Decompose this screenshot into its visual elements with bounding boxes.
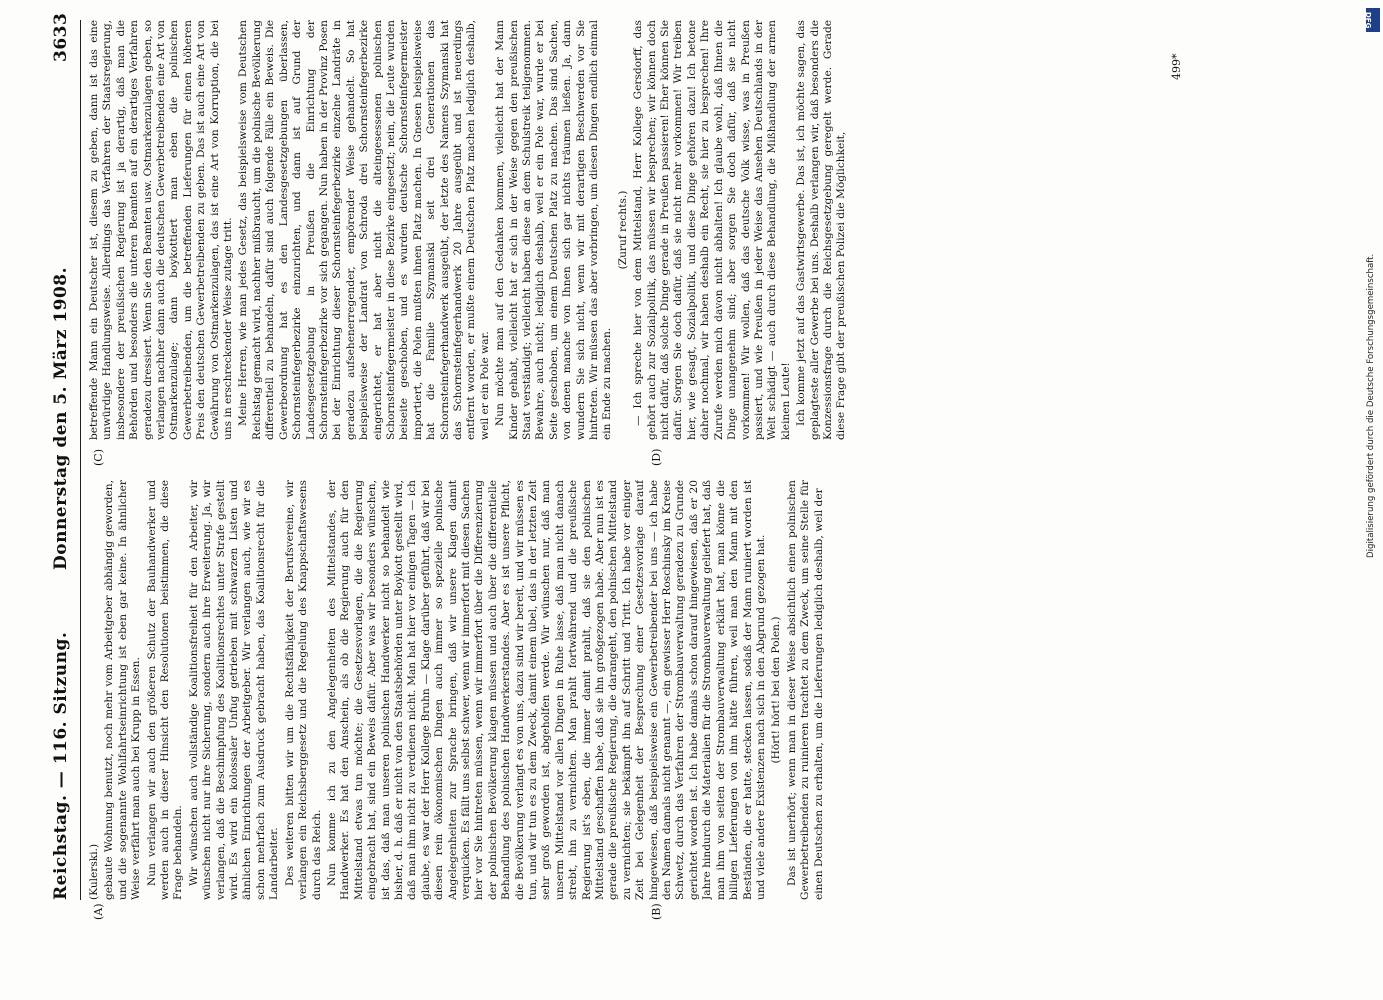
speaker-label: (Kulerski.) xyxy=(88,843,100,900)
margin-marker-a: (A) xyxy=(92,903,105,920)
signature-mark: 499* xyxy=(1170,53,1183,80)
funding-credit: Digitalisierung gefördert durch die Deutsche Forschungsgemeinschaft. xyxy=(1366,253,1376,558)
paragraph: Meine Herren, wie man jedes Gesetz, das beispielsweise vom Deutschen Reichstag gemacht wird, nachher mißbraucht, um die polnische Bevölkerung differentiell zu behandeln, dafür sind auch folgende Fälle ein Beweis. Die Gewerbeordnung hat es den Landesgesetzgebungen überlassen, Schornsteinfegerbezirke einzurichten, und dann ist auf Grund der Landesgesetzgebung in Preußen die Einrichtung der Schornsteinfegerbezirke vor sich gegangen. Nun haben in der Provinz Posen bei der Einrichtung dieser Schornsteinfegerbezirke einzelne Landräte in geradezu aufsehenerregender, empörender Weise gehandelt. So hat beispielsweise der Landrat von Schroda drei Schornsteinfegerbezirke eingerichtet, er hat aber nicht die alteingesessenen polnischen Schornsteinfegermeister in diese Bezirke eingesetzt; nein, die Leute wurden beiseite geschoben, und es wurden deutsche Schornsteinfegermeister importiert, die Polen mußten ihnen Platz machen. In Gnesen beispielsweise hat die Familie Szymanski seit drei Generationen das Schornsteinfegerhandwerk ausgeübt, der letzte des Namens Szymanski hat das Schornsteinfegerhandwerk 20 Jahre ausgeübt und ist neuerdings entfernt worden, er mußte einem Deutschen Platz machen lediglich deshalb, weil er ein Pole war. xyxy=(237,20,491,440)
paragraph: Nun verlangen wir auch den größeren Schutz der Bauhandwerker und werden auch in dieser Hinsicht den Resolutionen beistimmen, die diese Frage behandeln. xyxy=(145,480,185,900)
paragraph: Nun möchte man auf den Gedanken kommen, vielleicht hat der Mann Kinder gehabt, vielleicht hat er sich in der Weise gegen den preußischen Staat verständigt; vielleicht haben diese an dem Schulstreik teilgenommen. Bewahre, auch nicht; lediglich deshalb, weil er ein Pole war, wurde er bei Seite geschoben, um einem Deutschen Platz zu machen. Das sind Sachen, von denen manche von Ihnen sich gar nichts träumen ließen. Ja, dann wundern Sie sich nicht, wenn wir mit derartigen Beschwerden vor Sie hintreten. Wir müssen das aber vorbringen, um diesen Dingen endlich einmal ein Ende zu machen. xyxy=(494,20,614,440)
margin-marker-d: (D) xyxy=(650,448,663,466)
page-header xyxy=(45,0,79,930)
text-column-left xyxy=(88,480,1288,900)
paragraph: Des weiteren bitten wir um die Rechtsfähigkeit der Berufsvereine, wir verlangen ein Reichsberggesetz und die Regelung des Knappschaftswesens durch das Reich. xyxy=(283,480,323,900)
text-column-right xyxy=(88,20,1288,440)
paragraph: Das ist unerhört; wenn man in dieser Weise absichtlich einen polnischen Gewerbetreibenden zu ruinieren trachtet zu dem Zweck, um seine Stelle für einen Deutschen zu erhalten, um die Lieferungen lediglich deshalb, weil der xyxy=(785,480,825,900)
paragraph: Wir wünschen auch vollständige Koalitionsfreiheit für den Arbeiter, wir wünschen nicht nur ihre Sicherung, sondern auch ihre Erweiterung. Ja, wir verlangen, daß die Beschimpfung des Koalitionsrechtes unter Strafe gestellt wird. Es wird ein kolossaler Unfug getrieben mit schwarzen Listen und ähnlichen Einrichtungen der Arbeitgeber. Wir verlangen auch, wie wir es schon mehrfach zum Ausdruck gebracht haben, das Koalitionsrecht für die Landarbeiter. xyxy=(187,480,281,900)
paragraph: betreffende Mann ein Deutscher ist, diesem zu geben, dann ist das eine unwürdige Handlungsweise. Allerdings das Verfahren der Staatsregierung, insbesondere der preußischen Regierung ist ja derartig, daß man die Behörden und besonders die unteren Beamten auf ein derartiges Verfahren geradezu dressiert. Wenn Sie den Beamten usw. Ostmarkenzulagen geben, so verlangen nachher dann auch die deutschen Gewerbetreibenden eine Art von Ostmarkenzulage; dann boykottiert man eben die polnischen Gewerbetreibenden, um die betreffenden Lieferungen für einen höheren Preis den deutschen Gewerbetreibenden zu geben. Das ist auch eine Art von Gewährung von Ostmarkenzulagen, das ist eine Art von Korruption, die bei uns in erschreckender Weise zutage tritt. xyxy=(88,20,235,440)
dfg-logo: DFG xyxy=(1366,8,1380,32)
margin-marker-c: (C) xyxy=(92,449,105,466)
header-rule xyxy=(80,20,81,900)
margin-marker-b: (B) xyxy=(650,903,663,920)
header-date: Donnerstag den 5. März 1908. xyxy=(51,266,71,570)
digitization-sidebar xyxy=(1366,8,1380,568)
interjection: (Hört! hört! bei den Polen.) xyxy=(770,616,783,764)
paragraph: — Ich spreche hier von dem Mittelstand, Herr Kollege Gersdorff, das gehört auch zur Sozialpolitik, das müssen wir besprechen; wir können doch nicht dafür, daß solche Dinge gerade in Preußen passieren! Eher können Sie dafür. Sorgen Sie doch dafür, daß sie nicht mehr vorkommen! Wir treiben hier, wie gesagt, Sozialpolitik, und diese Dinge gehören dazu! Ich betone daher nochmal, wir haben deshalb ein Recht, sie hier zu besprechen! Ihre Zurufe werden mich davon nicht abhalten! Ich glaube wohl, daß Ihnen die Dinge unangenehm sind; aber sorgen Sie doch dafür, daß sie nicht vorkommen! Wir wollen, daß das deutsche Volk wisse, was in Preußen passiert, und wie Preußen in jeder Weise das Ansehen Deutschlands in der Welt schädigt — auch durch diese Behandlung, die Mißhandlung der armen kleinen Leute! xyxy=(632,20,792,440)
paragraph: gebaute Wohnung benutzt, noch mehr vom Arbeitgeber abhängig geworden, und die sogenannte Wohlfahrtseinrichtung ist eben gar keine. In ähnlicher Weise verfährt man auch bei Krupp in Essen. xyxy=(103,480,143,900)
paragraph: Nun komme ich zu den Angelegenheiten des Mittelstandes, der Handwerker. Es hat den Anschein, als ob die Regierung auch für den Mittelstand etwas tun möchte; die Gesetzesvorlagen, die die Regierung eingebracht hat, sind ein Beweis dafür. Aber was wir besonders wünschen, ist das, daß man unseren polnischen Handwerker nicht so behandelt wie bisher, d. h. daß er nicht von den Staatsbehörden unter Boykott gestellt wird, daß man ihm nicht zu verdienen nicht. Man hat hier vor einigen Tagen — ich glaube, es war der Herr Kollege Bruhn — Klage darüber geführt, daß wir bei diesen rein ökonomischen Dingen auch immer so spezielle polnische Angelegenheiten zur Sprache bringen, daß wir unsere Klagen damit verquicken. Es fällt uns selbst schwer, wenn wir immerfort mit diesen Sachen hier vor Sie hintreten müssen, wenn wir immerfort über die Differenzierung der polnischen Bevölkerung klagen müssen und auch über die differentielle Behandlung des polnischen Handwerkerstandes. Aber es ist unsere Pflicht, die Bevölkerung verlangt es von uns, dazu sind wir bereit, und wir müssen es tun, und wir tun es zu dem Zweck, damit einem übel, das in der letzten Zeit sehr groß geworden ist, abgeholfen werde. Wir wünschen nur, daß man unserm Mittelstand vor allen Dingen in Ruhe lasse, daß man nicht danach strebt, ihn zu vernichten. Man prahlt fortwährend und die preußische Regierung ist's eben, die immer damit prahlt, daß sie den polnischen Mittelstand geschaffen habe, daß sie ihn großgezogen habe. Aber nun ist es gerade die preußische Regierung, die darangeht, den polnischen Mittelstand zu vernichten; sie bekämpft ihn auf Schritt und Tritt. Ich habe vor einiger Zeit bei Gelegenheit der Besprechung einer Gesetzesvorlage darauf hingewiesen, daß beispielsweise ein Gewerbetreibender bei uns — ich habe den Namen damals nicht genannt —, ein gewisser Herr Roschinsky im Kreise Schwetz, durch das Verfahren der Strombauverwaltung geradezu zu Grunde gerichtet worden ist. Ich habe damals schon darauf hingewiesen, daß er 20 Jahre hindurch die Materialien für die Strombauverwaltung geliefert hat, daß man ihm von seiten der Strombauverwaltung erklärt hat, man könne die billigen Lieferungen von ihm hätte führen, weil man den Mann mit den Beständen, die er hatte, stecken lassen, sodaß der Mann ruiniert worden ist und viele andere Existenzen nach sich in den Abgrund gezogen hat. xyxy=(325,480,767,900)
page-number: 3633 xyxy=(51,12,71,62)
header-left: Reichstag. — 116. Sitzung. xyxy=(51,631,71,900)
interjection: (Zuruf rechts.) xyxy=(616,190,629,270)
paragraph: Ich komme jetzt auf das Gastwirtsgewerbe. Das ist, ich möchte sagen, das geplagteste aller Gewerbe bei uns. Deshalb verlangen wir, daß besonders die Konzessionsfrage durch die Reichsgesetzgebung geregelt werde. Gerade diese Frage gibt der preußischen Polizei die Möglichkeit, xyxy=(795,20,848,440)
